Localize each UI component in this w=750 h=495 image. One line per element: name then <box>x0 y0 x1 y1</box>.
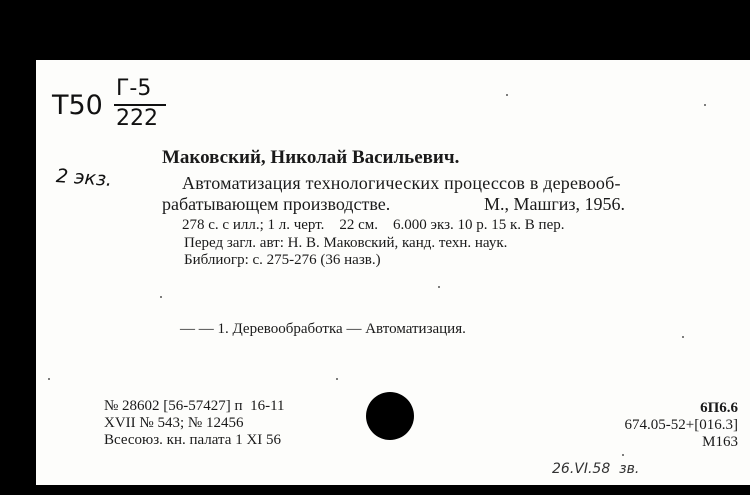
registry-line-2: XVII № 543; № 12456 <box>104 415 244 431</box>
author-heading: Маковский, Николай Васильевич. <box>162 147 460 168</box>
call-number-bottom: 222 <box>116 106 158 131</box>
title-line-1: Автоматизация технологических процессов в деревооб- <box>182 173 621 193</box>
imprint: М., Машгиз, 1956. <box>484 194 625 214</box>
scan-speck <box>506 94 508 96</box>
scan-speck <box>682 336 684 338</box>
classification-line-2: 674.05-52+[016.3] <box>624 417 738 433</box>
classification-line-3: М163 <box>702 434 738 450</box>
title-line-2: рабатывающем производстве. <box>162 194 391 214</box>
card-punch-hole <box>366 392 414 440</box>
classification-line-1: 6П6.6 <box>700 400 738 416</box>
call-number-prefix: Т50 <box>52 90 103 121</box>
registry-line-3: Всесоюз. кн. палата 1 XI 56 <box>104 432 282 448</box>
registry-line-1: № 28602 [56-57427] п 16-11 <box>104 398 285 414</box>
scan-speck <box>160 296 162 298</box>
collation: 278 с. с илл.; 1 л. черт. 22 см. 6.000 экз. 10 р. 15 к. В пер. <box>182 217 565 233</box>
call-number-top: Г-5 <box>116 76 152 101</box>
catalog-card <box>36 60 750 485</box>
scan-speck <box>622 454 624 456</box>
handwritten-date: 26.VI.58 зв. <box>552 461 640 477</box>
copies-note: 2 экз. <box>55 165 113 191</box>
scan-speck <box>336 378 338 380</box>
note-bibliography: Библиогр: с. 275-276 (36 назв.) <box>184 252 381 268</box>
scan-speck <box>48 378 50 380</box>
note-author: Перед загл. авт: Н. В. Маковский, канд. техн. наук. <box>184 235 508 251</box>
subject-tracing: — — 1. Деревообработка — Автоматизация. <box>180 321 466 337</box>
scan-speck <box>438 286 440 288</box>
scan-speck <box>704 104 706 106</box>
